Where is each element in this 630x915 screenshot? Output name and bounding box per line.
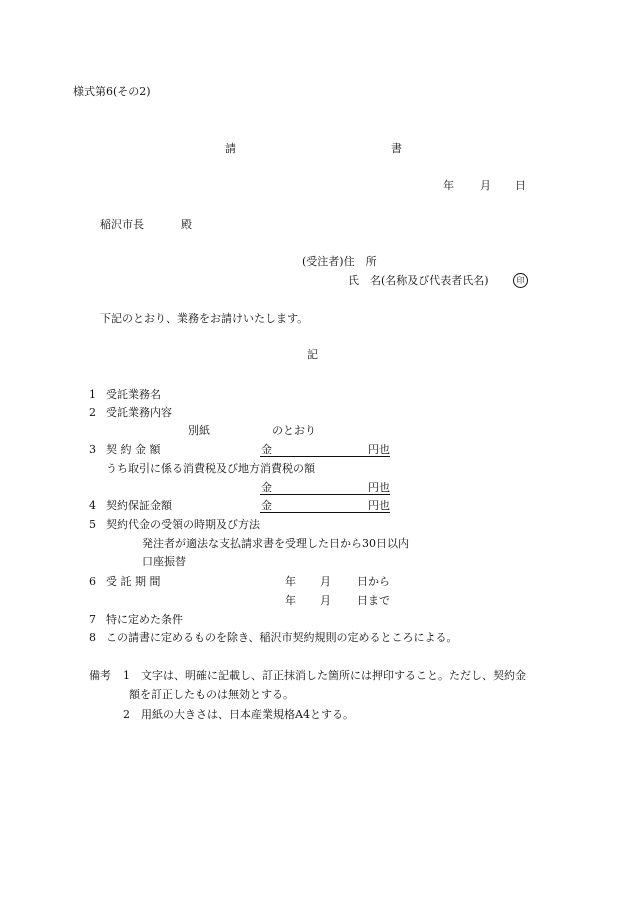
note-2-number: 2: [123, 708, 130, 721]
seal-mark: 印: [513, 273, 528, 288]
item-8-label: この請書に定めるものを除き、稲沢市契約規則の定めるところによる。: [106, 631, 458, 644]
item-3-tax-enya: 円也: [368, 481, 390, 494]
item-1-number: 1: [89, 388, 96, 401]
page-title-right: 書: [391, 142, 402, 155]
item-6-to-month: 月: [320, 594, 331, 607]
item-3-kin: 金: [261, 443, 272, 456]
item-5-label: 契約代金の受領の時期及び方法: [106, 518, 260, 531]
item-3-number: 3: [89, 443, 96, 456]
notes-label: 備考: [89, 669, 111, 682]
ki-heading: 記: [307, 348, 318, 361]
item-5-line-2: 口座振替: [142, 555, 186, 568]
item-3-label: 契 約 金 額: [106, 443, 161, 456]
note-1-line-1: 文字は、明確に記載し、訂正抹消した箇所には押印すること。ただし、契約金: [141, 669, 526, 682]
item-7-number: 7: [89, 613, 96, 626]
addressee-name: 稲沢市長: [100, 218, 144, 231]
item-4-number: 4: [89, 499, 96, 512]
intro-text: 下記のとおり、業務をお請けいたします。: [100, 312, 309, 325]
item-3-underline: [260, 456, 390, 457]
item-3-tax-kin: 金: [261, 481, 272, 494]
note-2-text: 用紙の大きさは、日本産業規格A4とする。: [141, 708, 354, 721]
item-5-number: 5: [89, 518, 96, 531]
item-2-number: 2: [89, 406, 96, 419]
date-year: 年: [443, 179, 454, 192]
item-6-label: 受 託 期 間: [106, 575, 161, 588]
item-6-from-day: 日から: [357, 575, 390, 588]
item-6-from-month: 月: [320, 575, 331, 588]
item-4-underline: [260, 512, 390, 513]
contractor-address-label: (受注者)住 所: [302, 255, 377, 268]
addressee-honorific: 殿: [181, 218, 192, 231]
item-3-tax-label: うち取引に係る消費税及び地方消費税の額: [106, 462, 315, 475]
note-1-line-2: 額を訂正したものは無効とする。: [129, 688, 294, 701]
item-3-enya: 円也: [368, 443, 390, 456]
contractor-name-label: 氏 名(名称及び代表者氏名): [348, 274, 489, 287]
item-2-betsushi: 別紙: [188, 424, 210, 437]
item-3-tax-underline: [260, 494, 390, 495]
page-title-left: 請: [225, 142, 236, 155]
item-4-enya: 円也: [368, 499, 390, 512]
item-2-label: 受託業務内容: [106, 406, 172, 419]
item-4-label: 契約保証金額: [106, 499, 172, 512]
item-6-from-year: 年: [285, 575, 296, 588]
note-1-number: 1: [123, 669, 130, 682]
item-8-number: 8: [89, 631, 96, 644]
item-6-number: 6: [89, 575, 96, 588]
item-7-label: 特に定めた条件: [106, 613, 183, 626]
item-6-to-year: 年: [285, 594, 296, 607]
item-1-label: 受託業務名: [106, 388, 161, 401]
item-4-kin: 金: [261, 499, 272, 512]
item-2-notori: のとおり: [272, 424, 316, 437]
date-day: 日: [515, 179, 526, 192]
item-5-line-1: 発注者が適法な支払請求書を受理した日から30日以内: [142, 537, 409, 550]
form-number: 様式第6(その2): [73, 85, 151, 98]
item-6-to-day: 日まで: [357, 594, 390, 607]
date-month: 月: [480, 179, 491, 192]
